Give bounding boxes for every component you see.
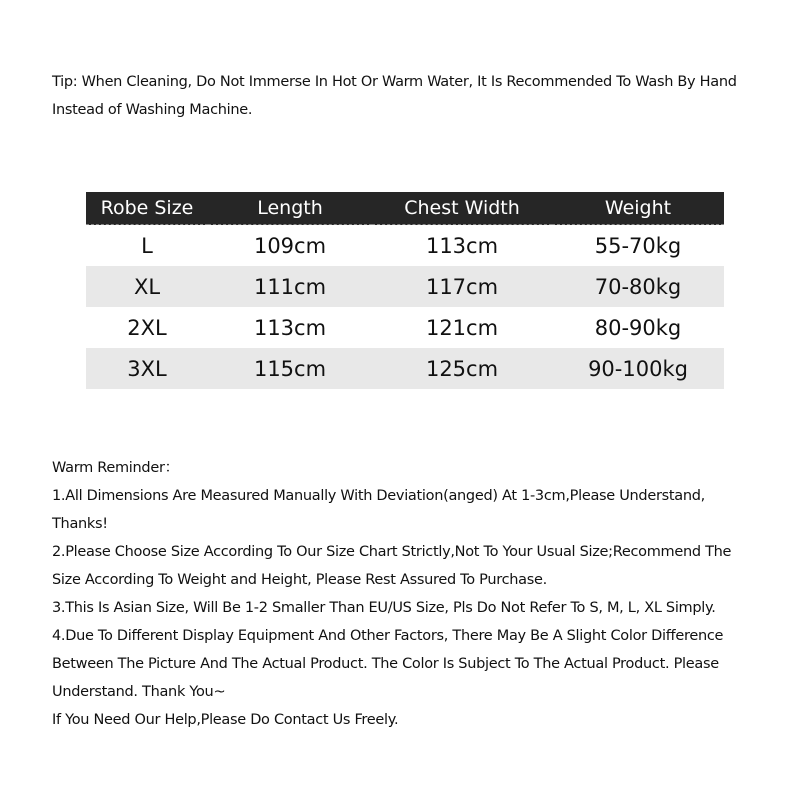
reminder-line: Understand. Thank You~	[52, 684, 226, 700]
size-chart-header-row	[86, 192, 724, 225]
table-row	[86, 307, 724, 348]
table-row	[86, 225, 724, 267]
cell-chest-width: 121cm	[425, 315, 499, 340]
cell-chest-width: 125cm	[372, 348, 552, 389]
cell-weight: 70-80kg	[552, 266, 724, 307]
cell-weight: 90-100kg	[552, 348, 724, 389]
reminder-line: Thanks!	[52, 516, 108, 532]
cell-size: 3XL	[86, 348, 208, 389]
size-chart-table	[86, 192, 724, 389]
cell-size: XL	[86, 266, 208, 307]
warm-reminder	[52, 454, 772, 734]
cell-size: 2XL	[127, 315, 167, 340]
cell-length: 115cm	[208, 348, 372, 389]
cell-length: 113cm	[253, 315, 327, 340]
reminder-line: If You Need Our Help,Please Do Contact Us Freely.	[52, 712, 399, 728]
cell-length: 111cm	[208, 266, 372, 307]
reminder-line: 3.This Is Asian Size, Will Be 1-2 Smaller Than EU/US Size, Pls Do Not Refer To S, M, L, XL Simply.	[52, 600, 716, 616]
cell-chest-width: 113cm	[372, 225, 552, 267]
washing-tip-line-2: Instead of Washing Machine.	[52, 102, 253, 118]
reminder-line: Size According To Weight and Height, Please Rest Assured To Purchase.	[52, 572, 547, 588]
washing-tip	[52, 68, 772, 124]
reminder-title: Warm Reminder：	[52, 460, 179, 476]
header-length: Length	[208, 192, 372, 225]
washing-tip-line-1: Tip: When Cleaning, Do Not Immerse In Hot Or Warm Water, It Is Recommended To Wash By Hand	[52, 74, 737, 90]
reminder-line: 2.Please Choose Size According To Our Size Chart Strictly,Not To Your Usual Size;Recommend The	[52, 544, 732, 560]
cell-chest-width: 117cm	[372, 266, 552, 307]
cell-length: 109cm	[208, 225, 372, 267]
table-row	[86, 266, 724, 307]
header-robe-size: Robe Size	[86, 192, 208, 225]
cell-weight: 55-70kg	[552, 225, 724, 267]
cell-size: L	[86, 225, 208, 267]
reminder-line: Between The Picture And The Actual Product. The Color Is Subject To The Actual Product. Please	[52, 656, 719, 672]
reminder-line: 4.Due To Different Display Equipment And Other Factors, There May Be A Slight Color Difference	[52, 628, 724, 644]
table-row	[86, 348, 724, 389]
reminder-line: 1.All Dimensions Are Measured Manually With Deviation(anged) At 1-3cm,Please Understand,	[52, 488, 705, 504]
cell-weight: 80-90kg	[594, 315, 682, 340]
header-chest-width: Chest Width	[372, 192, 552, 225]
header-weight: Weight	[552, 192, 724, 225]
